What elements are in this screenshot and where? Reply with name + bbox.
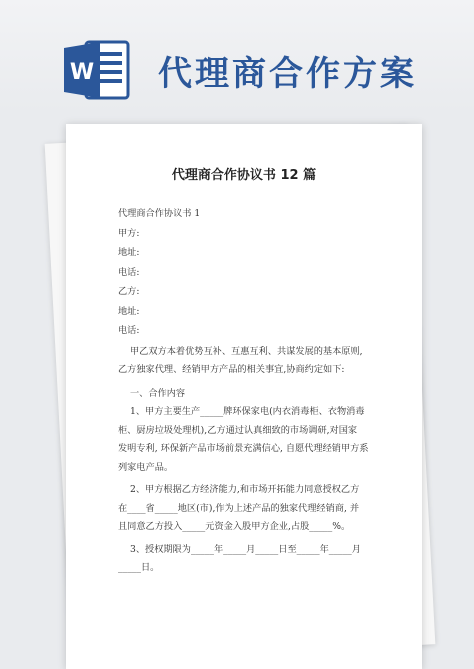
field-party-b: 乙方:: [118, 286, 140, 297]
field-address-a: 地址:: [118, 247, 140, 258]
banner-title: 代理商合作方案: [158, 54, 417, 94]
paragraph-line: 甲乙双方本着优势互补、互惠互利、共谋发展的基本原则,: [130, 345, 363, 357]
paragraph-line: 发明专利, 环保新产品市场前景充满信心, 自愿代理经销甲方系: [118, 443, 369, 454]
clause-3: [118, 541, 368, 578]
clause-2: [118, 481, 368, 537]
section-heading: 一、合作内容: [130, 387, 186, 399]
field-party-a: 甲方:: [118, 227, 140, 239]
banner: [0, 0, 474, 112]
document-page: [66, 124, 422, 669]
field-phone-a: 电话:: [118, 266, 140, 278]
document-body: [118, 204, 368, 582]
paragraph-line: 在____省_____地区(市),作为上述产品的独家代理经销商, 并: [118, 502, 360, 514]
intro-paragraph: [118, 343, 368, 380]
clause-1: [118, 403, 368, 477]
paragraph-line: 3、授权期限为_____年_____月_____日至_____年_____月: [130, 543, 361, 555]
paragraph-line: 柜、厨房垃圾处理机),乙方通过认真细致的市场调研,对国家: [118, 424, 358, 436]
logo-letter: W: [69, 60, 95, 85]
paragraph-line: 1、甲方主要生产_____牌环保家电(内衣消毒柜、衣物消毒: [130, 406, 365, 417]
paragraph-line: 列家电产品。: [118, 461, 174, 473]
field-address-b: 地址:: [118, 305, 140, 317]
document-subtitle: 代理商合作协议书 1: [118, 208, 201, 219]
field-phone-b: 电话:: [118, 325, 140, 336]
paragraph-line: _____日。: [118, 562, 160, 573]
paragraph-line: 且同意乙方投入_____元资金入股甲方企业,占股_____%。: [118, 521, 351, 532]
word-doc-icon: [62, 38, 132, 102]
document-title: 代理商合作协议书 12 篇: [171, 168, 317, 183]
paragraph-line: 2、甲方根据乙方经济能力,和市场开拓能力同意授权乙方: [130, 484, 360, 495]
paragraph-line: 乙方独家代理、经销甲方产品的相关事宜,协商约定如下:: [118, 364, 345, 375]
